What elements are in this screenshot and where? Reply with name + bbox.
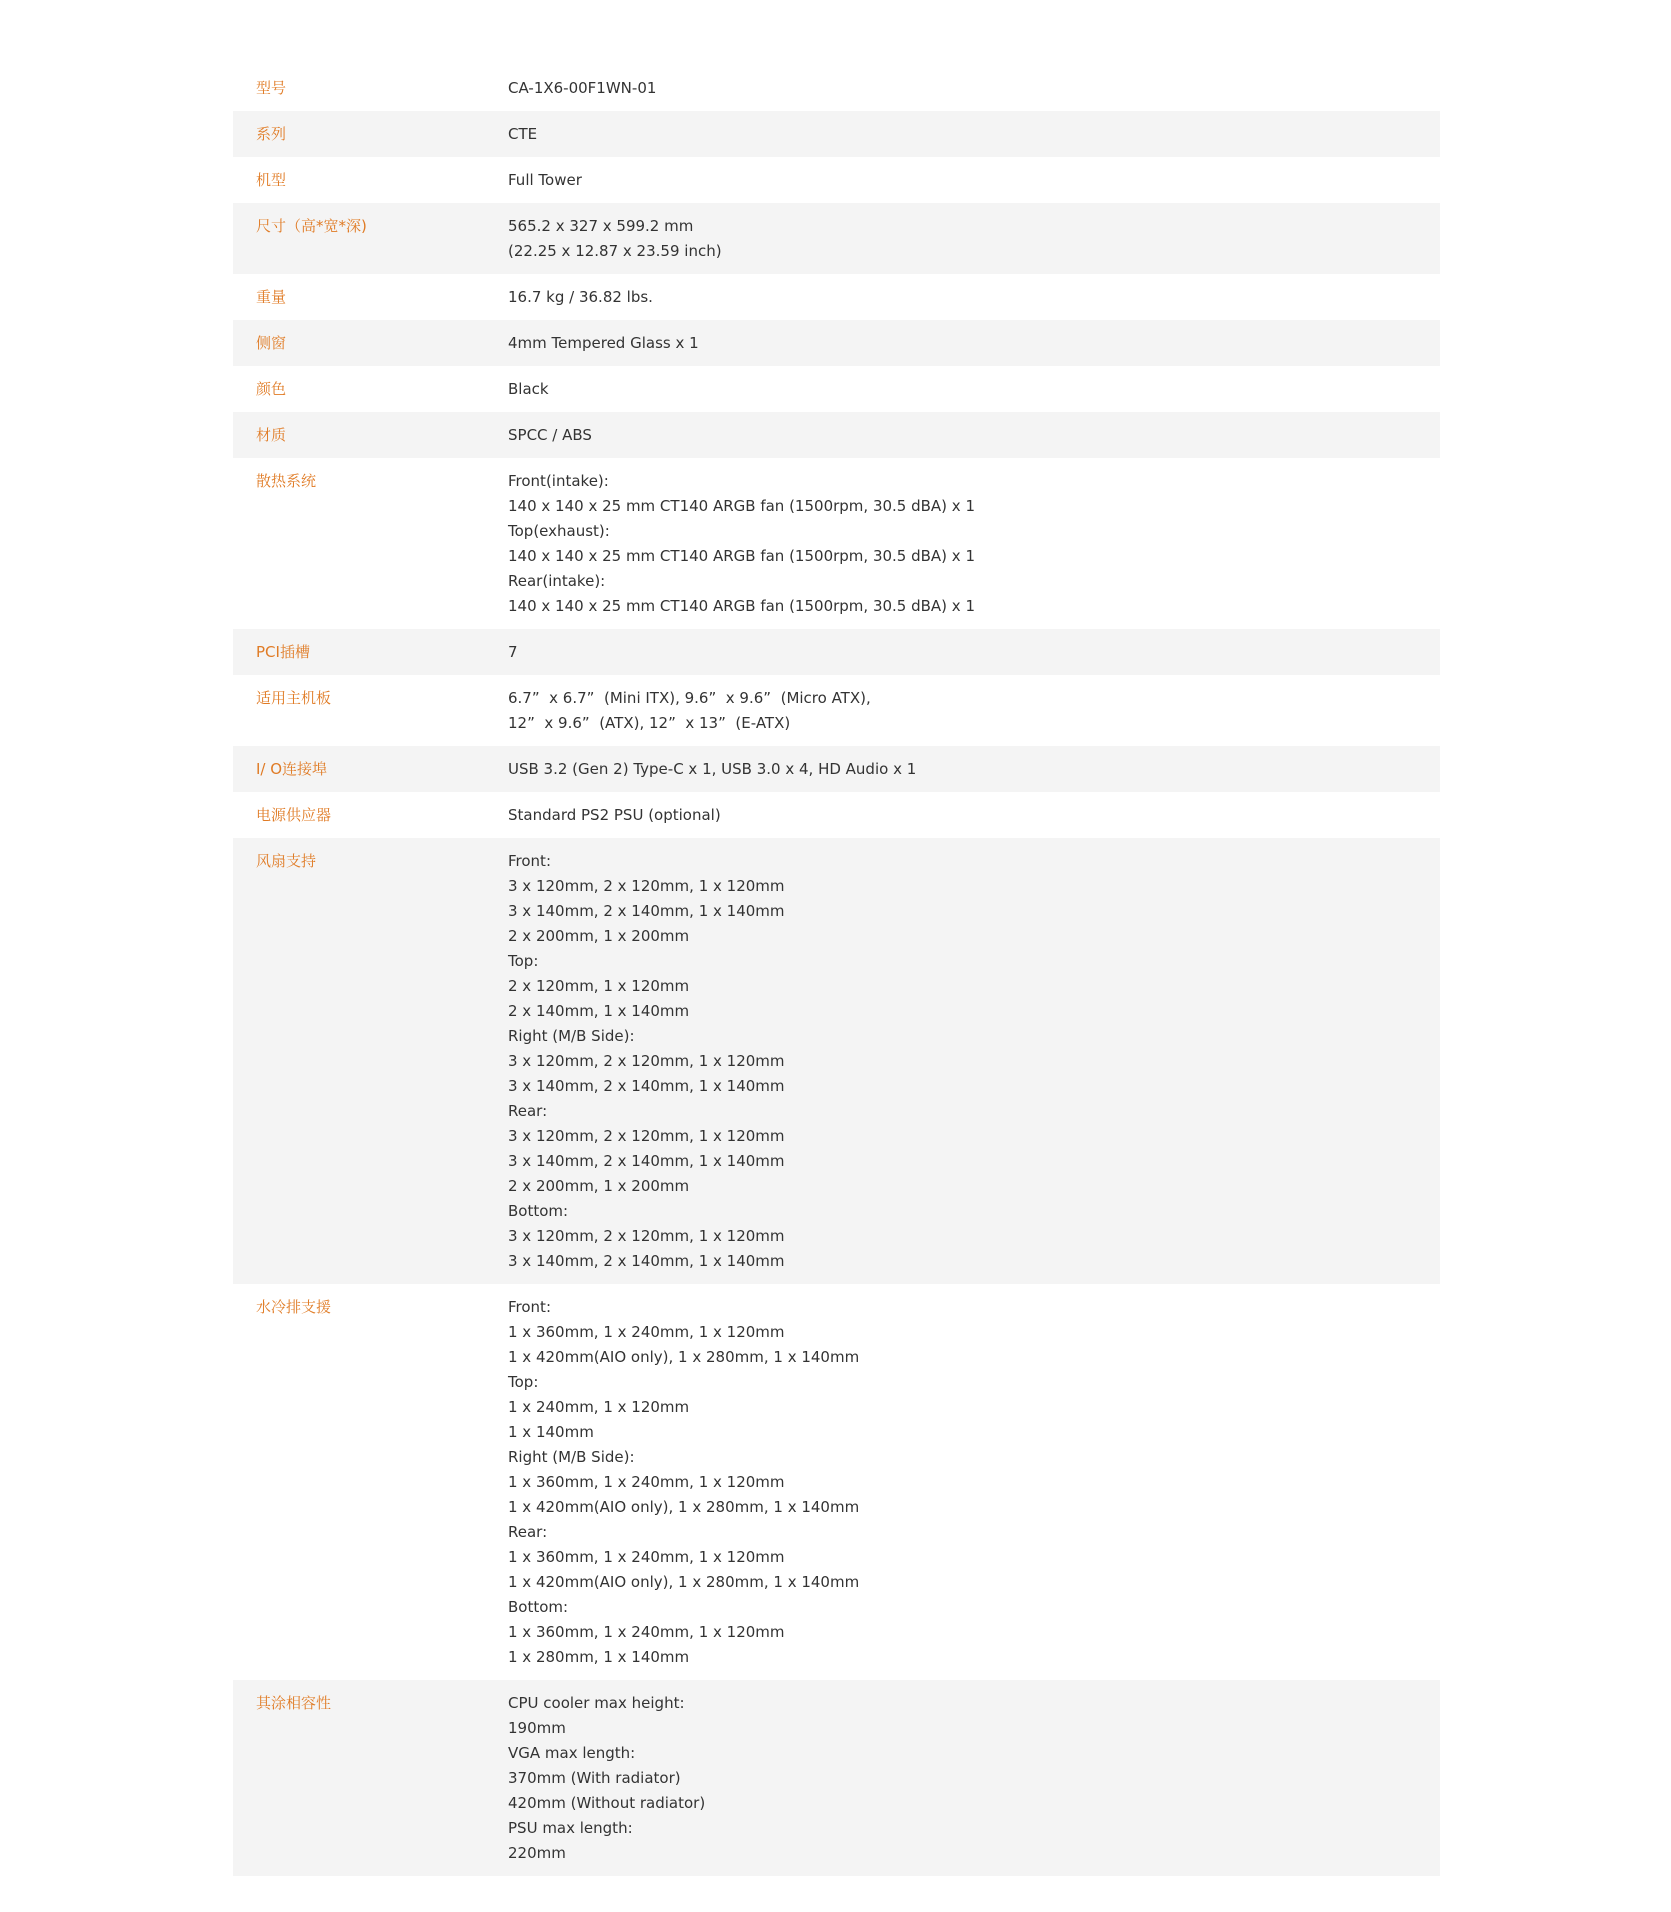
spec-values [508,803,1440,828]
spec-row [233,65,1440,111]
spec-value-line: Full Tower [508,171,582,189]
spec-value-line: Bottom: [508,1202,569,1220]
spec-value-line: SPCC / ABS [508,426,592,444]
spec-row [233,274,1440,320]
spec-label: 尺寸（高*宽*深) [256,217,367,235]
spec-value-line: Front: [508,1298,551,1316]
spec-value-line: 1 x 360mm, 1 x 240mm, 1 x 120mm [508,1473,785,1491]
spec-value-line: CPU cooler max height: [508,1694,685,1712]
spec-value-line: 2 x 140mm, 1 x 140mm [508,1002,690,1020]
spec-value-line: 420mm (Without radiator) [508,1794,706,1812]
spec-values [508,377,1440,402]
spec-values [508,285,1440,310]
spec-value-line: 4mm Tempered Glass x 1 [508,334,699,352]
spec-values [508,423,1440,448]
spec-value-line: CA-1X6-00F1WN-01 [508,79,657,97]
spec-row [233,366,1440,412]
spec-value-line: 2 x 200mm, 1 x 200mm [508,927,690,945]
spec-value-line: 12” x 9.6” (ATX), 12” x 13” (E-ATX) [508,714,791,732]
spec-value-line: 140 x 140 x 25 mm CT140 ARGB fan (1500rpm, 30.5 dBA) x 1 [508,597,975,615]
spec-value-line: 3 x 120mm, 2 x 120mm, 1 x 120mm [508,1127,785,1145]
spec-label: 适用主机板 [256,689,332,707]
spec-value-line: 3 x 140mm, 2 x 140mm, 1 x 140mm [508,1152,785,1170]
spec-value-line: 220mm [508,1844,566,1862]
spec-row [233,675,1440,746]
spec-value-line: 1 x 240mm, 1 x 120mm [508,1398,690,1416]
spec-label: 材质 [256,426,287,444]
spec-values [508,76,1440,101]
spec-row [233,1680,1440,1876]
spec-values [508,757,1440,782]
spec-row [233,111,1440,157]
spec-value-line: 2 x 120mm, 1 x 120mm [508,977,690,995]
spec-value-line: Rear: [508,1102,548,1120]
spec-value-line: 1 x 360mm, 1 x 240mm, 1 x 120mm [508,1323,785,1341]
spec-value-line: 7 [508,643,518,661]
spec-value-line: 6.7” x 6.7” (Mini ITX), 9.6” x 9.6” (Micro ATX), [508,689,871,707]
spec-value-line: Rear(intake): [508,572,606,590]
spec-label: 系列 [256,125,287,143]
spec-value-line: CTE [508,125,538,143]
spec-value-line: 1 x 360mm, 1 x 240mm, 1 x 120mm [508,1548,785,1566]
spec-label: 颜色 [256,380,287,398]
spec-table [233,65,1440,1876]
spec-label: 其涂相容性 [256,1694,332,1712]
spec-value-line: 190mm [508,1719,566,1737]
spec-values [508,640,1440,665]
spec-values [508,331,1440,356]
spec-value-line: Front: [508,852,551,870]
spec-value-line: VGA max length: [508,1744,636,1762]
spec-label: 水冷排支援 [256,1298,332,1316]
spec-label: 侧窗 [256,334,287,352]
spec-label: 电源供应器 [256,806,332,824]
spec-values [508,168,1440,193]
spec-value-line: 2 x 200mm, 1 x 200mm [508,1177,690,1195]
spec-value-line: 1 x 140mm [508,1423,594,1441]
spec-values [508,469,1440,619]
spec-label: 风扇支持 [256,852,317,870]
spec-value-line: 1 x 360mm, 1 x 240mm, 1 x 120mm [508,1623,785,1641]
spec-value-line: Right (M/B Side): [508,1448,635,1466]
spec-values [508,122,1440,147]
spec-value-line: 3 x 140mm, 2 x 140mm, 1 x 140mm [508,1252,785,1270]
spec-value-line: 3 x 120mm, 2 x 120mm, 1 x 120mm [508,877,785,895]
spec-value-line: USB 3.2 (Gen 2) Type-C x 1, USB 3.0 x 4, HD Audio x 1 [508,760,917,778]
spec-row [233,746,1440,792]
spec-values [508,1295,1440,1670]
spec-row [233,1284,1440,1680]
spec-value-line: 3 x 120mm, 2 x 120mm, 1 x 120mm [508,1227,785,1245]
spec-row [233,629,1440,675]
spec-value-line: 140 x 140 x 25 mm CT140 ARGB fan (1500rpm, 30.5 dBA) x 1 [508,547,975,565]
spec-value-line: Black [508,380,549,398]
spec-label: I/ O连接埠 [256,760,328,778]
spec-value-line: 140 x 140 x 25 mm CT140 ARGB fan (1500rpm, 30.5 dBA) x 1 [508,497,975,515]
spec-value-line: 565.2 x 327 x 599.2 mm [508,217,694,235]
spec-values [508,849,1440,1274]
spec-row [233,412,1440,458]
spec-value-line: (22.25 x 12.87 x 23.59 inch) [508,242,722,260]
spec-value-line: 3 x 140mm, 2 x 140mm, 1 x 140mm [508,902,785,920]
spec-label: 散热系统 [256,472,317,490]
spec-row [233,157,1440,203]
spec-row [233,320,1440,366]
spec-row [233,838,1440,1284]
spec-value-line: Rear: [508,1523,548,1541]
spec-value-line: Bottom: [508,1598,569,1616]
spec-label: 型号 [256,79,287,97]
spec-value-line: 16.7 kg / 36.82 lbs. [508,288,653,306]
spec-value-line: Top(exhaust): [508,522,610,540]
spec-row [233,792,1440,838]
spec-value-line: Top: [508,1373,539,1391]
spec-value-line: 1 x 420mm(AIO only), 1 x 280mm, 1 x 140mm [508,1498,860,1516]
spec-value-line: 370mm (With radiator) [508,1769,681,1787]
spec-row [233,458,1440,629]
spec-values [508,1691,1440,1866]
spec-values [508,686,1440,736]
spec-values [508,214,1440,264]
spec-value-line: Right (M/B Side): [508,1027,635,1045]
spec-label: 重量 [256,288,287,306]
spec-value-line: 3 x 140mm, 2 x 140mm, 1 x 140mm [508,1077,785,1095]
spec-value-line: Top: [508,952,539,970]
spec-value-line: 1 x 280mm, 1 x 140mm [508,1648,690,1666]
spec-label: 机型 [256,171,287,189]
spec-value-line: PSU max length: [508,1819,633,1837]
spec-value-line: 1 x 420mm(AIO only), 1 x 280mm, 1 x 140mm [508,1348,860,1366]
spec-row [233,203,1440,274]
spec-value-line: Front(intake): [508,472,609,490]
spec-value-line: Standard PS2 PSU (optional) [508,806,721,824]
spec-label: PCI插槽 [256,643,310,661]
spec-value-line: 3 x 120mm, 2 x 120mm, 1 x 120mm [508,1052,785,1070]
spec-value-line: 1 x 420mm(AIO only), 1 x 280mm, 1 x 140mm [508,1573,860,1591]
